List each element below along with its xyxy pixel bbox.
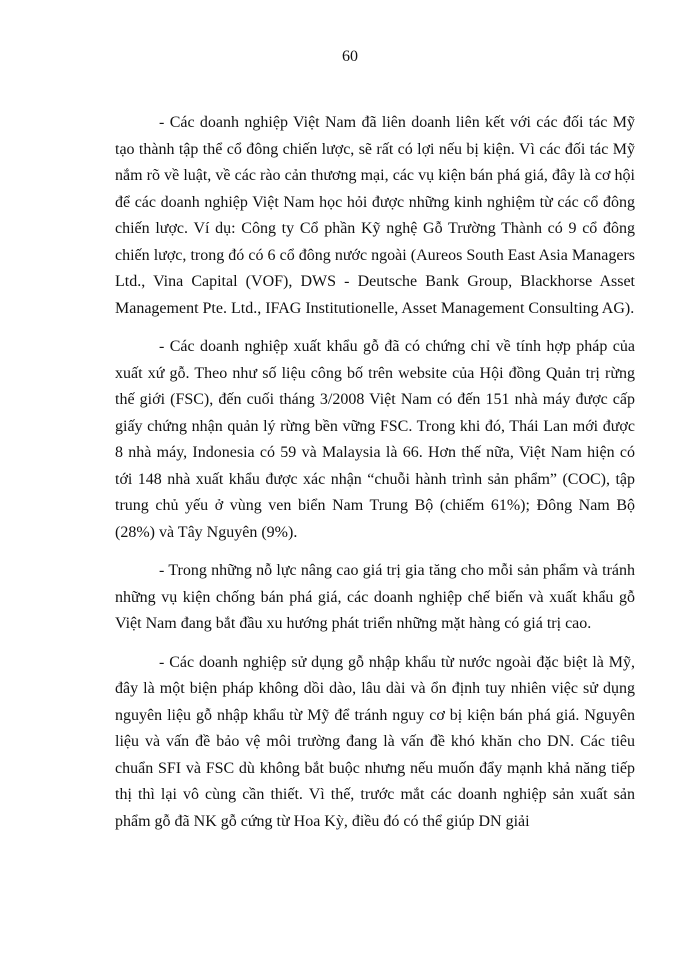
- paragraph-strategic-shareholders: - Các doanh nghiệp Việt Nam đã liên doanh liên kết với các đối tác Mỹ tạo thành tập thể cổ đông chiến lược, sẽ rất có lợi nếu bị kiện. Vì các đối tác Mỹ nắm rõ về luật, về các rào cản thương mại, các vụ kiện bán phá giá, đây là cơ hội để các doanh nghiệp Việt Nam học hỏi được những kinh nghiệm từ các cổ đông chiến lược. Ví dụ: Công ty Cổ phần Kỹ nghệ Gỗ Trường Thành có 9 cổ đông chiến lược, trong đó có 6 cổ đông nước ngoài (Aureos South East Asia Managers Ltd., Vina Capital (VOF), DWS - Deutsche Bank Group, Blackhorse Asset Management Pte. Ltd., IFAG Institutionelle, Asset Management Consulting AG).: [115, 114, 635, 317]
- page-number: 60: [342, 48, 358, 65]
- paragraph-imported-wood: - Các doanh nghiệp sử dụng gỗ nhập khẩu từ nước ngoài đặc biệt là Mỹ, đây là một biện pháp không dồi dào, lâu dài và ổn định tuy nhiên việc sử dụng nguyên liệu gỗ nhập khẩu từ Mỹ để tránh nguy cơ bị kiện bán phá giá. Nguyên liệu và vấn đề bảo vệ môi trường đang là vấn đề khó khăn cho DN. Các tiêu chuẩn SFI và FSC dù không bắt buộc nhưng nếu muốn đẩy mạnh khả năng tiếp thị thì lại vô cùng cần thiết. Vì thế, trước mắt các doanh nghiệp sản xuất sản phẩm gỗ đã NK gỗ cứng từ Hoa Kỳ, điều đó có thể giúp DN giải: [115, 653, 635, 830]
- paragraph-fsc-certification: - Các doanh nghiệp xuất khẩu gỗ đã có chứng chỉ về tính hợp pháp của xuất xứ gỗ. Theo như số liệu công bố trên website của Hội đồng Quản trị rừng thế giới (FSC), đến cuối tháng 3/2008 Việt Nam có đến 151 nhà máy được cấp giấy chứng nhận quản lý rừng bền vững FSC. Trong khi đó, Thái Lan mới được 8 nhà máy, Indonesia có 59 và Malaysia là 66. Hơn thế nữa, Việt Nam hiện có tới 148 nhà xuất khẩu được xác nhận “chuỗi hành trình sản phẩm” (COC), tập trung chủ yếu ở vùng ven biển Nam Trung Bộ (chiếm 61%); Đông Nam Bộ (28%) và Tây Nguyên (9%).: [115, 338, 635, 541]
- document-body: [115, 110, 635, 847]
- paragraph-value-added-products: - Trong những nỗ lực nâng cao giá trị gia tăng cho mỗi sản phẩm và tránh những vụ kiện chống bán phá giá, các doanh nghiệp chế biến và xuất khẩu gỗ Việt Nam đang bắt đầu xu hướng phát triển những mặt hàng có giá trị cao.: [115, 562, 635, 632]
